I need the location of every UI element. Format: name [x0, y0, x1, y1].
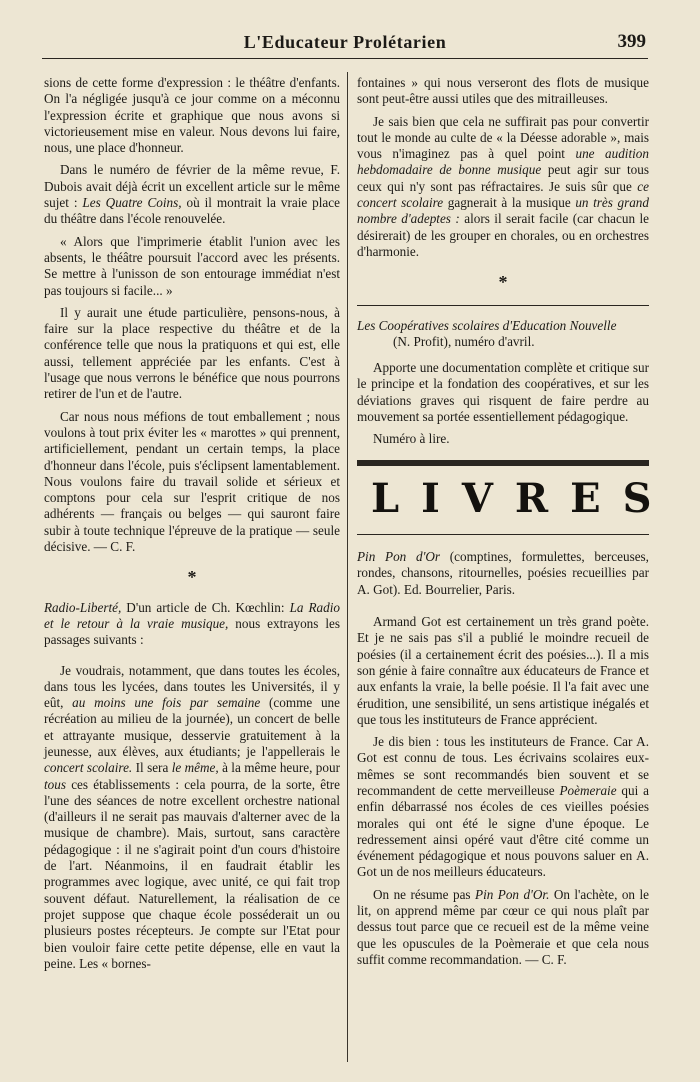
- livres-heading-block: [357, 460, 674, 536]
- book-reference: Pin Pon d'Or (comptines, formulettes, berceuses, rondes, chansons, ritournelles, poésies recueillies par A. Got). Ed. Bourrelier, Paris.: [357, 549, 649, 597]
- quote-paragraph: « Alors que l'imprimerie établit l'union avec les absents, le théâtre poursuit l'accord avec les présents. Se mettre à l'unisson de son entourage immédiat n'est pas toujours si facile... »: [44, 233, 340, 298]
- section-separator: *: [187, 567, 197, 588]
- column-divider: [347, 72, 348, 1062]
- paragraph: Dans le numéro de février de la même revue, F. Dubois avait déjà écrit un excellent article sur le même sujet : Les Quatre Coins, où il montrait la vraie place du théâtre dans l'école renouvelée.: [44, 162, 340, 227]
- running-title: L'Educateur Prolétarien: [243, 32, 447, 52]
- paragraph: Apporte une documentation complète et critique sur le principe et la fondation des coopératives, et sur les déviations graves qui risquent de faire perdre au mouvement sa portée essentiellement pédagogique.: [357, 360, 649, 425]
- paragraph: Numéro à lire.: [373, 431, 450, 447]
- paragraph: On ne résume pas Pin Pon d'Or. On l'achète, on le lit, on apprend même par cœur ce qui nous plaît par dessus tout parce que ce recueil est de la même veine que les opuscules de la Poèmeraie et que cela nous suffit comme recommandation. — C. F.: [357, 886, 649, 967]
- section-heading: LIVRES: [371, 474, 674, 522]
- page-header: [42, 30, 648, 59]
- review-reference: Les Coopératives scolaires d'Education Nouvelle (N. Profit), numéro d'avril.: [357, 317, 617, 349]
- paragraph: Je sais bien que cela ne suffirait pas pour convertir tout le monde au culte de « la Déesse adorable », mais vous n'imaginez pas à quel point une audition hebdomadaire de bonne musique peut agir sur tous ceux qui n'y sont pas réfractaires. Je suis sûr que ce concert scolaire gagnerait à la musique un très grand nombre d'adeptes : alors il serait facile (car chacun le désirerait) de les grouper en chorales, ou en orchestres d'harmonie.: [357, 113, 650, 259]
- review-reference: Radio-Liberté, D'un article de Ch. Kœchlin: La Radio et le retour à la vraie musique, nous extrayons les passages suivants :: [44, 599, 340, 648]
- rule: [357, 305, 649, 306]
- page-number: 399: [617, 31, 646, 52]
- paragraph: Il y aurait une étude particulière, pensons-nous, à faire sur la place respective du théâtre et de la conférence telle que nous la pratiquons et qui est, elle aussi, tellement appréciée par les enfants. C'est à l'usage que nous verrons le bénéfice que nous pourrons retirer de l'un et de l'autre.: [44, 304, 340, 402]
- paragraph: Je dis bien : tous les instituteurs de France. Car A. Got est connu de tous. Les écrivains scolaires eux-mêmes se sont recommandés bien souvent et se recommandent de cette merveilleuse Poèmeraie qui a enfin débarrassé nos écoles de ces vieilles poésies morales qui ont été le signe d'une époque. Le redressement ainsi opéré vaut d'être cité comme un événement pédagogique et nous pouvons saluer en A. Got un de nos meilleurs éducateurs.: [357, 734, 649, 880]
- right-column: [357, 75, 674, 974]
- left-column: [44, 75, 340, 978]
- paragraph: Car nous nous méfions de tout emballement ; nous voulons à tout prix éviter les « marottes » qui prennent, artificiellement, pendant un certain temps, la place d'honneur dans l'école, puis s'éclipsent lamentablement. Nous voulons faire du travail solide et sérieux et comptons pour cela sur l'esprit critique de nos adhérents — français ou belges — qui sauront faire subir à toute technique l'épreuve de la pratique — seule décisive. — C. F.: [44, 408, 340, 555]
- heading-bar: [357, 460, 649, 466]
- paragraph: Armand Got est certainement un très grand poète. Et je ne sais pas s'il a publié le moindre recueil de poésies (il a certainement écrit des poésies...). Il a mis son génie à faire connaître aux éducateurs de France et aux enfants la vraie, la belle poésie. Il l'a fait avec une érudition, une sensibilité, un sens artistique inégalés et que tous les instituteurs de France apprécient.: [357, 614, 649, 727]
- heading-rule: [357, 534, 649, 536]
- paragraph: sions de cette forme d'expression : le théâtre d'enfants. On l'a négligée jusqu'à ce jour comme on a méconnu l'expression écrite et graphique que nous avons si victorieusement mise en valeur. Nous devons lui faire, nous, une place d'honneur.: [44, 75, 340, 156]
- quoted-excerpt: Je voudrais, notamment, que dans toutes les écoles, dans tous les lycées, dans toutes les Universités, il y eût, au moins une fois par semaine (comme une récréation au milieu de la journée), un concert de belle et attrayante musique, desservie gratuitement à la jeunesse, aux élèves, aux étudiants; je l'appellerais le concert scolaire. Il sera le même, à la même heure, pour tous ces établissements : cela pourra, de la sorte, être l'une des séances de notre excellent orchestre national (d'ailleurs il ne serait pas mauvais d'alterner avec de la musique de chambre). Mais, surtout, sans caractère pédagogique : il ne s'agirait point d'un cours d'histoire de l'art. Néanmoins, il en faudrait établir les programmes avec logique, avec unité, ce qui fait trop souvent défaut. Naturellement, la réalisation de ce projet suppose que chaque école posséderait un ou plusieurs postes récepteurs. Je compte sur l'Etat pour bien vouloir faire cette petite dépense, elle en vaut la peine. Les « bornes-: [44, 662, 340, 971]
- paragraph: fontaines » qui nous verseront des flots de musique sont peut-être aussi utiles que des mitrailleuses.: [357, 75, 649, 107]
- section-separator: *: [498, 272, 508, 293]
